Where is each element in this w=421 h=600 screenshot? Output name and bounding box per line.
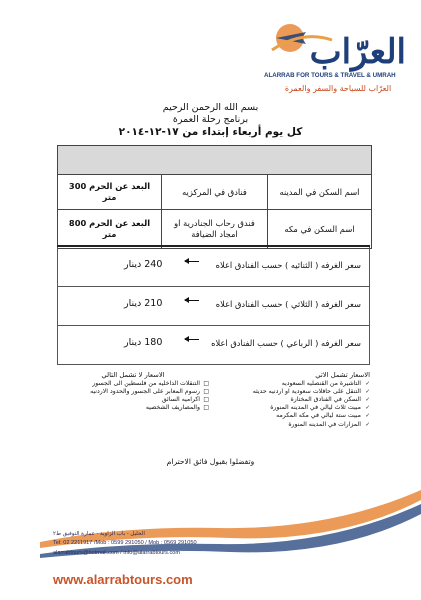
excludes-title: الاسعار لا تشمل التالي [101,371,165,379]
price-label: سعر الغرفه ( الثلاثي ) حسب الفنادق اعلاه [215,299,361,309]
footer-address: الخليل - باب الزاوية - عمارة التوفيق ط٢ [53,531,145,537]
includes-title: الاسعار تشمل الاتي [315,371,370,379]
price-value: 180 دينار [124,337,163,348]
price-value: 240 دينار [124,259,163,270]
row-distance: البعد عن الحرم 800 متر [68,218,151,239]
price-row [57,286,370,326]
program-title: برنامج رحلة العمرة [172,114,249,125]
list-item: ✓ السكن في الفنادق المختارة [218,396,370,404]
row-hotel: فنادق في المركزيه [161,175,267,209]
table-header [58,146,371,175]
list-item: ✓ المزارات في المدينه المنورة [218,421,370,429]
logo-subtitle-ar: العرّاب للسياحة والسفر والعمرة [284,84,392,93]
excludes-list [57,371,209,412]
row-label: اسم السكن في المدينه [267,175,371,209]
includes-list [218,371,370,429]
row-hotel: فندق رحاب الجنادرية او امجاد الضيافة [161,210,267,248]
arrow-left-icon [185,261,199,262]
list-item: □ والمصاريف الشخصيه [57,404,209,412]
table-row [58,210,371,249]
price-row [57,247,370,287]
row-distance: البعد عن الحرم 300 متر [68,181,151,202]
list-item: □ اكراميه السائق [57,396,209,404]
closing-text: وتفضلوا بقبول فائق الاحترام [166,457,255,466]
footer-website[interactable]: www.alarrabtours.com [53,572,193,587]
footer-tel: Tel: 02 2211917 /Mob : 0599 291050 / Mob : 0569 291050 [53,540,197,546]
logo-wordmark: العرّاب [309,32,406,72]
price-row [57,325,370,365]
accommodation-table [57,145,372,249]
price-value: 210 دينار [124,298,163,309]
price-label: سعر الغرفه ( الثنائيه ) حسب الفنادق اعلاه [215,260,361,270]
table-row [58,175,371,210]
price-conditions [57,371,370,451]
company-logo [262,10,412,98]
arrow-left-icon [185,300,199,301]
row-label: اسم السكن في مكه [267,210,371,248]
list-item: ✓ التاشيرة من القنصليه السعوديه [218,380,370,388]
list-item: □ التنقلات الداخليه من فلسطين الى الجسور [57,380,209,388]
list-item: ✓ التنقل على حافلات سعودية او اردنيه حديثه [218,388,370,396]
list-item: ✓ مبيت ستة ليالي في مكه المكرمه [218,412,370,420]
arrow-left-icon [185,339,199,340]
list-item: ✓ مبيت ثلاث ليالي في المدينه المنورة [218,404,370,412]
basmala: بسم الله الرحمن الرحيم [162,102,259,113]
footer-email[interactable]: alarrabtours@hotmail.com / info@alarrabtours.com [53,550,181,556]
list-item: □ رسوم المعابر على الجسور والحدود الاردنيه [57,388,209,396]
price-label: سعر الغرفه ( الرباعي ) حسب الفنادق اعلاه [211,338,361,348]
schedule-text: كل يوم أربعاء إبتداء من ١٧-١٢-٢٠١٤ [118,126,303,138]
logo-subtitle-en: ALARRAB FOR TOURS & TRAVEL & UMRAH [264,72,396,79]
